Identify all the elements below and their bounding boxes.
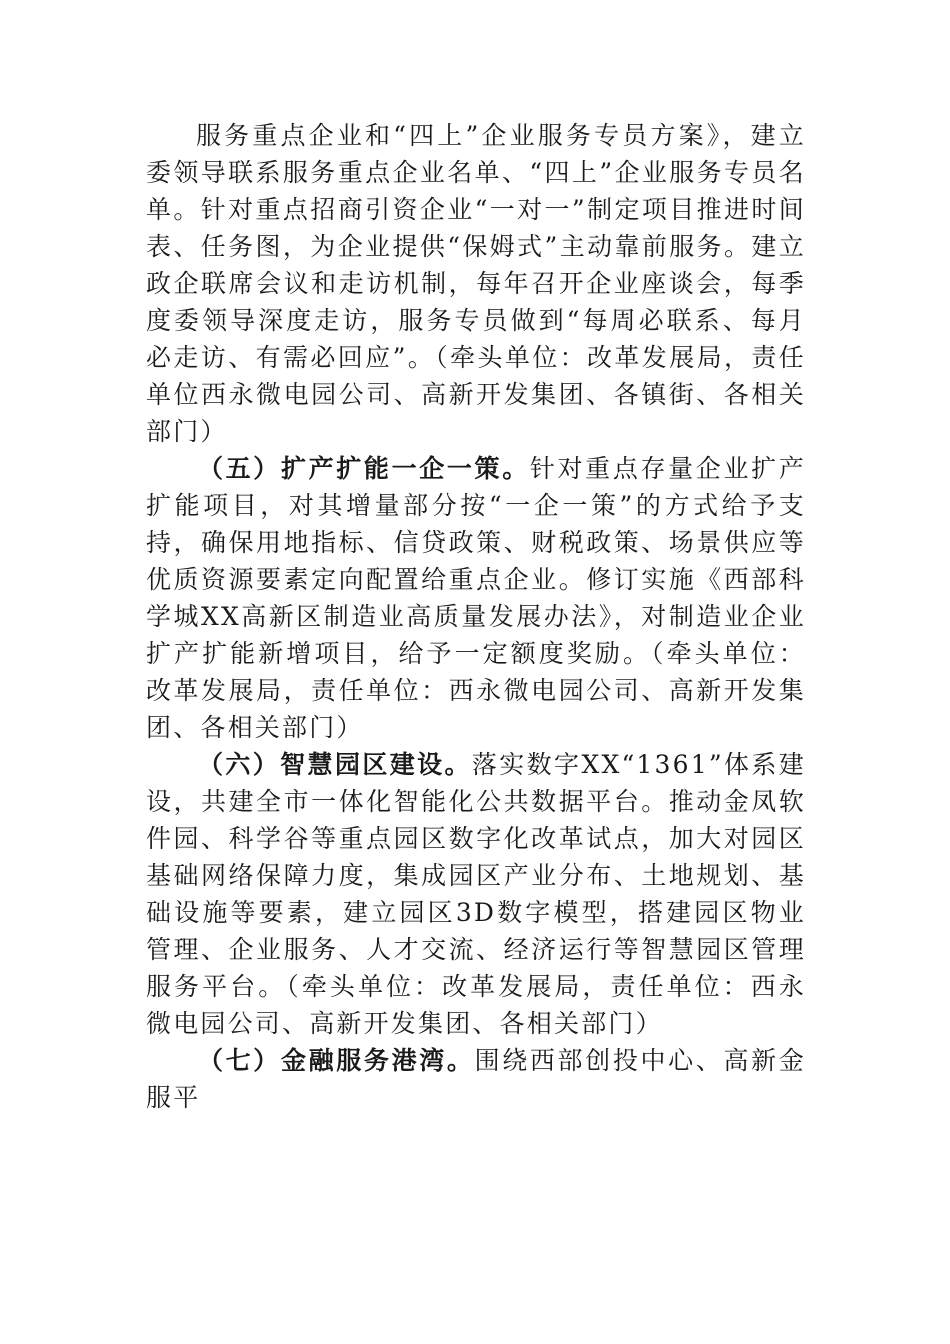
paragraph-heading: （七）金融服务港湾。 [198, 1046, 475, 1075]
paragraph-heading: （六）智慧园区建设。 [198, 750, 472, 779]
paragraph-heading: （五）扩产扩能一企一策。 [198, 454, 530, 483]
document-body [146, 117, 806, 1116]
paragraph-text: 围绕西部创投中心、高新金服平 [146, 1046, 806, 1112]
paragraph-text: 服务重点企业和“四上”企业服务专员方案》，建立委领导联系服务重点企业名单、“四上”企业服务专员名单。针对重点招商引资企业“一对一”制定项目推进时间表、任务图，为企业提供“保姆式”主动靠前服务。建立政企联席会议和走访机制，每年召开企业座谈会，每季度委领导深度走访，服务专员做到“每周必联系、每月必走访、有需必回应”。（牵头单位：改革发展局，责任单位西永微电园公司、高新开发集团、各镇街、各相关部门） [146, 121, 806, 446]
paragraph-text: 针对重点存量企业扩产扩能项目，对其增量部分按“一企一策”的方式给予支持，确保用地指标、信贷政策、财税政策、场景供应等优质资源要素定向配置给重点企业。修订实施《西部科学城XX高新区制造业高质量发展办法》，对制造业企业扩产扩能新增项目，给予一定额度奖励。（牵头单位：改革发展局，责任单位：西永微电园公司、高新开发集团、各相关部门） [146, 454, 806, 742]
paragraph-service-commissioner [146, 117, 806, 450]
paragraph-expansion-policy [146, 450, 806, 746]
paragraph-smart-park [146, 746, 806, 1042]
paragraph-text: 落实数字XX“1361”体系建设，共建全市一体化智能化公共数据平台。推动金凤软件园、科学谷等重点园区数字化改革试点，加大对园区基础网络保障力度，集成园区产业分布、土地规划、基础设施等要素，建立园区3D数字模型，搭建园区物业管理、企业服务、人才交流、经济运行等智慧园区管理服务平台。（牵头单位：改革发展局，责任单位：西永微电园公司、高新开发集团、各相关部门） [146, 750, 806, 1038]
paragraph-financial-harbor [146, 1042, 806, 1116]
